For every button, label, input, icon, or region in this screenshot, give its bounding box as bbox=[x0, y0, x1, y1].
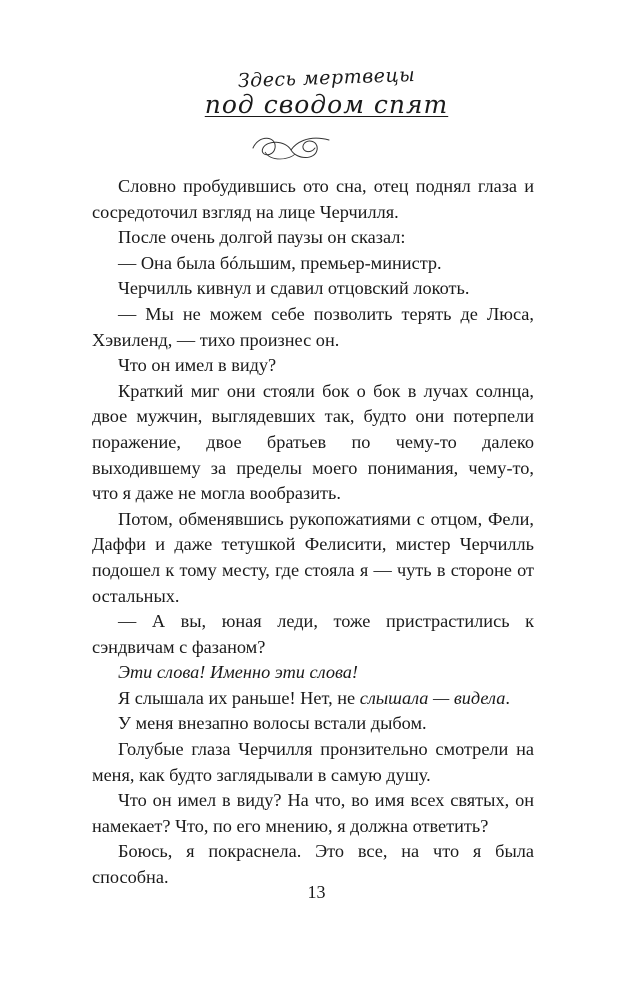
page-number: 13 bbox=[307, 882, 326, 902]
paragraph: После очень долгой паузы он сказал: bbox=[118, 227, 406, 248]
text-span: Я слышала их раньше! Нет, не bbox=[118, 687, 360, 708]
paragraph: Что он имел в виду? bbox=[118, 355, 277, 376]
chapter-title-line-2: под сводом спят bbox=[204, 90, 449, 119]
body-text bbox=[92, 174, 534, 891]
paragraph: — А вы, юная леди, тоже пристрастились к сэндвичам с фазаном? bbox=[92, 611, 534, 657]
paragraph-mixed bbox=[92, 686, 534, 712]
paragraph: Голубые глаза Черчилля пронзительно смотрели на меня, как будто заглядывали в самую душу. bbox=[92, 739, 534, 785]
paragraph: — Мы не можем себе позволить терять де Люса, Хэвиленд, — тихо произнес он. bbox=[92, 303, 534, 350]
text-span: . bbox=[505, 687, 510, 708]
chapter-header bbox=[0, 63, 633, 120]
italic-span: слышала — видела bbox=[359, 687, 506, 708]
paragraph: Боюсь, я покраснела. Это все, на что я была способна. bbox=[92, 841, 534, 888]
flourish-ornament bbox=[245, 130, 335, 164]
paragraph: Потом, обменявшись рукопожатиями с отцом, Фели, Даффи и даже тетушкой Фелисити, мистер Черчилль подошел к тому месту, где стояла я — чуть в стороне от остальных. bbox=[92, 508, 534, 606]
paragraph: Словно пробудившись ото сна, отец поднял глаза и сосредоточил взгляд на лице Черчилля. bbox=[92, 176, 534, 222]
paragraph: Черчилль кивнул и сдавил отцовский локоть. bbox=[118, 278, 470, 299]
paragraph: — Она была бóльшим, премьер-министр. bbox=[118, 252, 442, 273]
paragraph-italic: Эти слова! Именно эти слова! bbox=[118, 662, 358, 683]
paragraph: Краткий миг они стояли бок о бок в лучах солнца, двое мужчин, выглядевших так, будто они потерпели поражение, двое братьев по чему-то далеко выходившему за пределы моего понимания, чему-то, что я даже не могла вообразить. bbox=[92, 380, 534, 504]
chapter-title-line-1: Здесь мертвецы bbox=[237, 63, 416, 93]
paragraph: У меня внезапно волосы встали дыбом. bbox=[118, 713, 427, 734]
paragraph: Что он имел в виду? На что, во имя всех святых, он намекает? Что, по его мнению, я должна ответить? bbox=[92, 790, 534, 836]
